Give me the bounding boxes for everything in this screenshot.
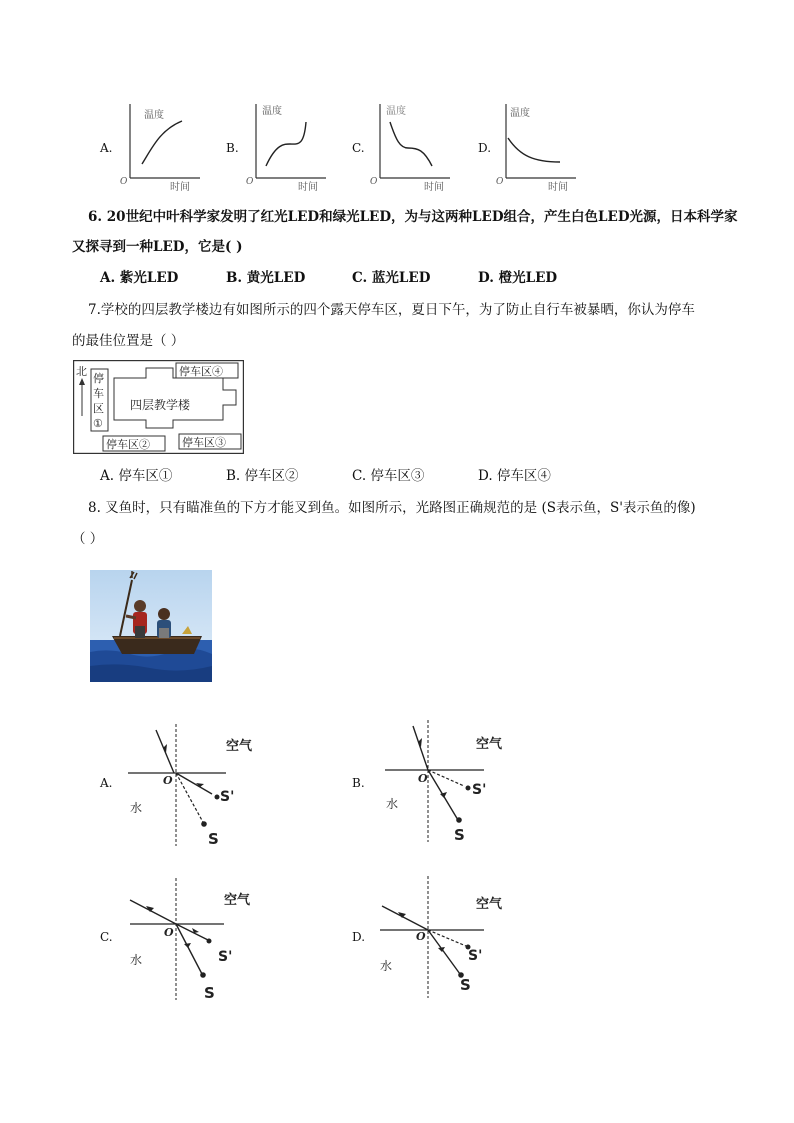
svg-text:S: S bbox=[208, 830, 219, 848]
q5-option-a-label: A. bbox=[100, 141, 113, 155]
svg-text:空气: 空气 bbox=[476, 897, 503, 912]
svg-text:水: 水 bbox=[380, 959, 393, 973]
q5-graph-b bbox=[244, 100, 328, 192]
svg-text:时间: 时间 bbox=[424, 182, 444, 192]
q6-option-d[interactable]: D. 橙光LED bbox=[478, 270, 558, 286]
q7-option-b[interactable]: B. 停车区② bbox=[226, 468, 299, 484]
svg-text:①: ① bbox=[93, 417, 103, 430]
q5-a-ylabel: 温度 bbox=[144, 110, 164, 121]
svg-text:O: O bbox=[370, 177, 378, 187]
q6-option-c[interactable]: C. 蓝光LED bbox=[352, 270, 431, 286]
svg-text:时间: 时间 bbox=[298, 182, 318, 192]
q8-diagram-b bbox=[380, 716, 530, 846]
q8-option-a-label[interactable]: A. bbox=[100, 776, 113, 790]
zone3-label: 停车区③ bbox=[182, 436, 226, 449]
svg-text:时间: 时间 bbox=[548, 182, 568, 192]
q8-diagram-c bbox=[128, 874, 278, 1004]
svg-text:区: 区 bbox=[93, 402, 104, 415]
svg-text:S': S' bbox=[472, 782, 487, 798]
q6-option-b[interactable]: B. 黄光LED bbox=[226, 270, 306, 286]
q7-parking-map bbox=[73, 360, 244, 454]
svg-text:O: O bbox=[246, 177, 254, 187]
q8-option-d-label[interactable]: D. bbox=[352, 930, 366, 944]
svg-text:水: 水 bbox=[130, 953, 143, 967]
svg-text:O: O bbox=[163, 774, 173, 787]
q7-option-d[interactable]: D. 停车区④ bbox=[478, 468, 551, 484]
svg-text:水: 水 bbox=[130, 801, 143, 815]
q8-option-b-label[interactable]: B. bbox=[352, 776, 365, 790]
svg-text:空气: 空气 bbox=[226, 739, 253, 754]
svg-text:S: S bbox=[204, 984, 215, 1002]
fishing-boat-illustration bbox=[90, 570, 212, 682]
q6-question-line1: 6. 20世纪中叶科学家发明了红光LED和绿光LED，为与这两种LED组合，产生白色LED光源，日本科学家 bbox=[88, 209, 738, 225]
q8-question-line1: 8. 叉鱼时，只有瞄准鱼的下方才能叉到鱼。如图所示，光路图正确规范的是 (S表示鱼，S'表示鱼的像) bbox=[88, 500, 696, 516]
svg-text:温度: 温度 bbox=[386, 106, 406, 117]
svg-text:O: O bbox=[164, 926, 174, 939]
q8-diagram-a bbox=[128, 720, 278, 850]
q8-question-line2: （ ） bbox=[72, 531, 104, 547]
svg-text:O: O bbox=[416, 930, 426, 943]
svg-text:S': S' bbox=[468, 948, 483, 964]
svg-text:O: O bbox=[496, 177, 504, 187]
zone4-label: 停车区④ bbox=[179, 365, 223, 378]
q8-diagram-d bbox=[380, 872, 530, 1002]
svg-text:水: 水 bbox=[386, 797, 399, 811]
north-label: 北 bbox=[76, 365, 87, 378]
q8-option-c-label[interactable]: C. bbox=[100, 930, 113, 944]
q5-a-origin: O bbox=[120, 177, 128, 187]
q7-option-c[interactable]: C. 停车区③ bbox=[352, 468, 425, 484]
q7-question-line1: 7.学校的四层教学楼边有如图所示的四个露天停车区，夏日下午，为了防止自行车被暴晒，你认为停车 bbox=[88, 302, 695, 318]
svg-text:S': S' bbox=[218, 949, 233, 965]
svg-text:温度: 温度 bbox=[262, 106, 282, 117]
building-label: 四层教学楼 bbox=[130, 398, 191, 412]
svg-text:S: S bbox=[460, 976, 471, 994]
svg-text:温度: 温度 bbox=[510, 108, 530, 119]
svg-text:S': S' bbox=[220, 789, 235, 805]
svg-text:S: S bbox=[454, 826, 465, 844]
q6-question-line2: 又探寻到一种LED，它是( ) bbox=[72, 239, 243, 255]
q7-option-a[interactable]: A. 停车区① bbox=[100, 468, 173, 484]
q7-question-line2: 的最佳位置是（ ） bbox=[72, 333, 185, 349]
svg-text:停: 停 bbox=[93, 372, 104, 385]
q5-graph-c bbox=[368, 100, 452, 192]
svg-text:空气: 空气 bbox=[476, 737, 503, 752]
svg-text:车: 车 bbox=[93, 387, 104, 400]
svg-text:O: O bbox=[418, 772, 428, 785]
q5-option-b-label: B. bbox=[226, 141, 239, 155]
q5-a-xlabel: 时间 bbox=[170, 182, 190, 192]
q6-option-a[interactable]: A. 紫光LED bbox=[100, 270, 179, 286]
zone2-label: 停车区② bbox=[106, 438, 150, 451]
q5-option-c-label: C. bbox=[352, 141, 365, 155]
svg-text:空气: 空气 bbox=[224, 893, 251, 908]
q5-graph-a bbox=[118, 100, 202, 192]
q5-option-d-label: D. bbox=[478, 141, 492, 155]
q5-graph-d bbox=[494, 100, 578, 192]
